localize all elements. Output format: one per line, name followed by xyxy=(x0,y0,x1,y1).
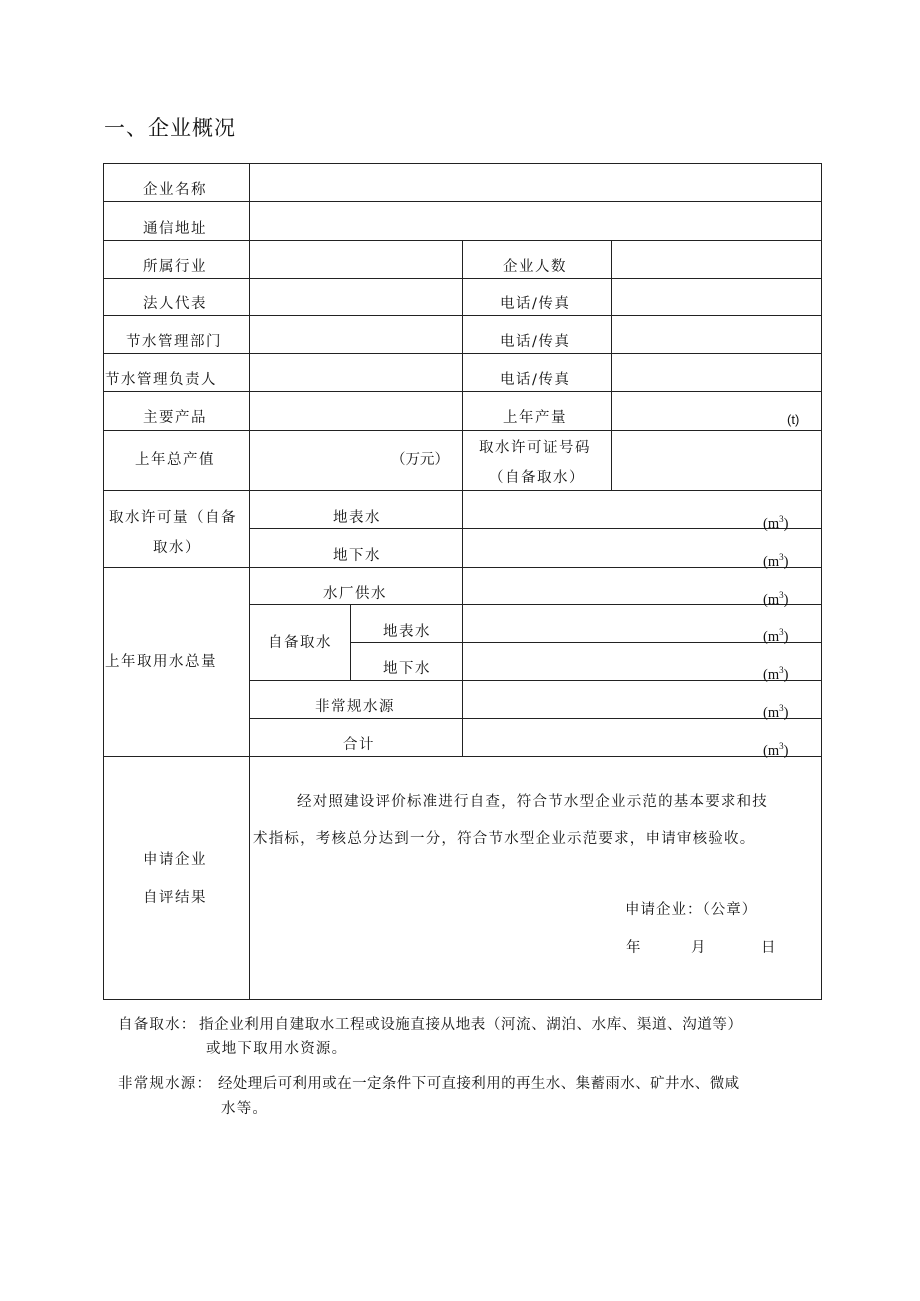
row-line xyxy=(103,201,822,202)
permit-quantity-label-line2: 取水） xyxy=(153,540,201,556)
note-self-supply-def-line2: 或地下取用水资源。 xyxy=(206,1041,348,1057)
date-month: 月 xyxy=(691,940,707,956)
self-eval-label-line2: 自评结果 xyxy=(143,890,207,906)
note-unconventional-def-line1: 经处理后可利用或在一定条件下可直接利用的再生水、集蓄雨水、矿井水、微咸 xyxy=(218,1076,740,1092)
section-title: 一、企业概况 xyxy=(104,116,236,140)
total-label: 合计 xyxy=(343,737,375,753)
permit-quantity-label-line1: 取水许可量（自备 xyxy=(109,510,237,526)
volume-unit: $(m^3)$ xyxy=(763,590,789,608)
col-line xyxy=(249,163,250,1000)
note-self-supply-term: 自备取水： xyxy=(118,1017,197,1033)
self-eval-text-line2: 术指标，考核总分达到一分，符合节水型企业示范要求，申请审核验收。 xyxy=(253,831,756,847)
total-withdrawal-label: 上年取用水总量 xyxy=(105,654,217,670)
output-unit: (t) xyxy=(787,412,800,427)
volume-unit: $(m^3)$ xyxy=(763,552,789,570)
form-border-right xyxy=(821,163,822,1000)
volume-unit: $(m^3)$ xyxy=(763,627,789,645)
volume-unit: $(m^3)$ xyxy=(763,741,789,759)
output-value-unit: （万元） xyxy=(391,452,449,468)
self-groundwater-label: 地下水 xyxy=(383,661,431,677)
note-unconventional-term: 非常规水源： xyxy=(118,1076,213,1092)
permit-surface-water-label: 地表水 xyxy=(333,510,381,526)
industry-label: 所属行业 xyxy=(143,259,207,275)
company-name-label: 企业名称 xyxy=(143,182,207,198)
note-unconventional-def-line2: 水等。 xyxy=(221,1101,269,1117)
self-eval-label-line1: 申请企业 xyxy=(143,852,207,868)
permit-no-label-line1: 取水许可证号码 xyxy=(479,440,591,456)
volume-unit: $(m^3)$ xyxy=(763,665,789,683)
form-border-left xyxy=(103,163,104,1000)
unconventional-source-label: 非常规水源 xyxy=(315,699,395,715)
volume-unit: $(m^3)$ xyxy=(763,703,789,721)
enterprise-overview-form xyxy=(103,163,822,1000)
self-supply-label: 自备取水 xyxy=(268,635,332,651)
total-output-value-label: 上年总产值 xyxy=(135,452,215,468)
form-border-bottom xyxy=(103,999,822,1000)
row-line xyxy=(249,718,822,719)
employees-label: 企业人数 xyxy=(503,259,567,275)
water-manager-label: 节水管理负责人 xyxy=(105,372,217,388)
col-line xyxy=(462,240,463,491)
phone-fax-label: 电话/传真 xyxy=(500,372,571,388)
phone-fax-label: 电话/传真 xyxy=(500,296,571,312)
form-border-top xyxy=(103,163,822,164)
col-line xyxy=(350,604,351,681)
water-dept-label: 节水管理部门 xyxy=(126,334,222,350)
col-line xyxy=(611,240,612,491)
plant-supply-label: 水厂供水 xyxy=(323,586,387,602)
phone-fax-label: 电话/传真 xyxy=(500,334,571,350)
volume-unit: $(m^3)$ xyxy=(763,514,789,532)
applicant-seal: 申请企业：（公章） xyxy=(625,902,758,918)
permit-groundwater-label: 地下水 xyxy=(333,548,381,564)
col-line xyxy=(462,490,463,757)
last-year-output-label: 上年产量 xyxy=(503,410,567,426)
row-line xyxy=(249,680,822,681)
note-self-supply-def-line1: 指企业利用自建取水工程或设施直接从地表（河流、湖泊、水库、渠道、沟道等） xyxy=(199,1017,743,1033)
date-day: 日 xyxy=(761,940,777,956)
row-line xyxy=(249,604,822,605)
main-products-label: 主要产品 xyxy=(143,410,207,426)
row-line xyxy=(350,642,822,643)
legal-rep-label: 法人代表 xyxy=(143,296,207,312)
row-line xyxy=(249,528,822,529)
self-surface-water-label: 地表水 xyxy=(383,624,431,640)
address-label: 通信地址 xyxy=(143,221,207,237)
permit-no-label-line2: （自备取水） xyxy=(489,470,585,486)
date-year: 年 xyxy=(626,940,642,956)
self-eval-text-line1: 经对照建设评价标准进行自查，符合节水型企业示范的基本要求和技 xyxy=(297,794,768,810)
